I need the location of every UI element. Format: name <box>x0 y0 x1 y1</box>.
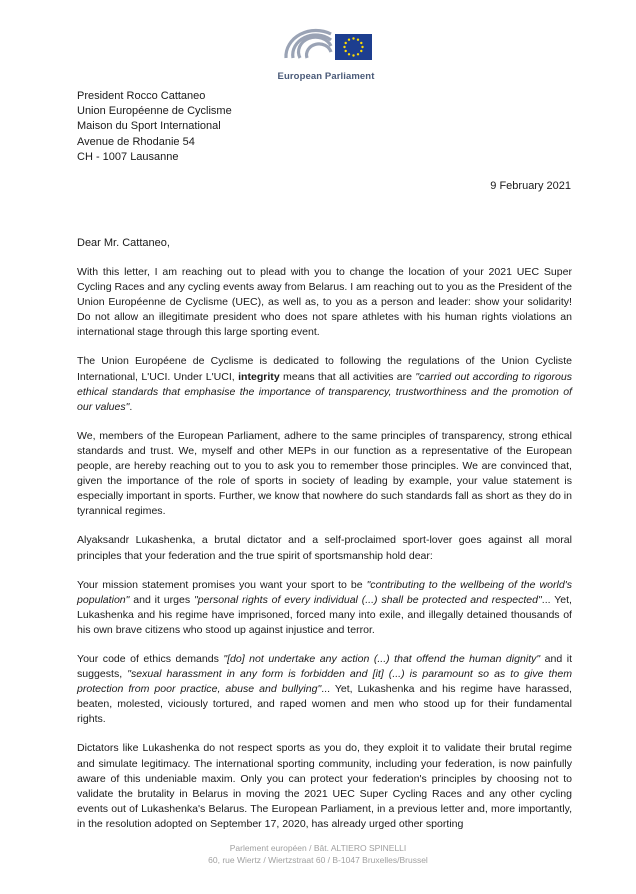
footer-line: 60, rue Wiertz / Wiertzstraat 60 / B-1047 Bruxelles/Brussel <box>208 855 428 865</box>
letter-footer <box>0 842 636 866</box>
paragraph-2: The Union Européene de Cyclisme is dedicated to following the regulations of the Union Cycliste International, L'UCI. Under L'UCI, integrity means that all activities are "carried out according to rigorous ethical standards that emphasise the importance of transparency, trustworthiness and the promotion of our values". <box>77 355 573 413</box>
recipient-address <box>77 89 232 165</box>
letter-body <box>77 265 572 846</box>
address-line: Maison du Sport International <box>77 120 221 133</box>
paragraph-7: Dictators like Lukashenka do not respect sports as you do, they exploit it to validate their brutal regime and simulate legitimacy. The international sporting community, including your federation, is now painfully aware of this undeniable maxim. Only you can protect your federation's principles by choosing not to validate the brutality in Belarus in moving the 2021 UEC Super Cycling Races and any other cycling events out of Lukashenka's Belarus. The European Parliament, in a previous letter and, more importantly, in the resolution adopted on September 17, 2020, has already urged other sporting <box>77 742 572 830</box>
address-line: Avenue de Rhodanie 54 <box>77 135 195 148</box>
paragraph-1: With this letter, I am reaching out to plead with you to change the location of your 2021 UEC Super Cycling Races and any cycling events away from Belarus. I am reaching out to you as the President of the Union Européenne de Cyclisme (UEC), as well as, to you as a person and leader: show your solidarity! Do not allow an illegitimate president who does not spare athletes with his human rights violations an international stage through this large sporting event. <box>77 266 572 339</box>
paragraph-6: Your code of ethics demands "[do] not undertake any action (...) that offend the human dignity" and it suggests, "sexual harassment in any form is forbidden and [it] (...) is paramount so as to give them protection from poor practice, abuse and bullying"... Yet, Lukashenka and his regime have harassed, beaten, molested, viciously tortured, and raped women and men who stood up for their fundamental rights. <box>77 652 573 726</box>
paragraph-4: Alyaksandr Lukashenka, a brutal dictator and a self-proclaimed sport-lover goes against all moral principles that your federation and the true spirit of sportsmanship hold dear: <box>77 534 572 562</box>
logo-label: European Parliament <box>277 71 375 82</box>
footer-line: Parlement européen / Bât. ALTIERO SPINELLI <box>229 843 407 853</box>
address-line: Union Européenne de Cyclisme <box>77 105 232 118</box>
address-line: CH - 1007 Lausanne <box>77 150 179 163</box>
paragraph-5: Your mission statement promises you want your sport to be "contributing to the wellbeing of the world's population" and it urges "personal rights of every individual (...) shall be protected and respected"... Yet, Lukashenka and his regime have imprisoned, forced many into exile, and illegally detained thousands of his own brave citizens who stood up against injustice and terror. <box>77 578 572 636</box>
letter-date: 9 February 2021 <box>490 180 571 192</box>
salutation: Dear Mr. Cattaneo, <box>77 237 170 249</box>
ep-emblem-icon <box>276 16 376 76</box>
paragraph-3: We, members of the European Parliament, adhere to the same principles of transparency, strong ethical standards and trust. We, myself and other MEPs in our function as a representative of the European people, are hereby reaching out to you to ask you to remember those principles. We are convinced that, given the importance of the role of sports in society of leading by example, your value statement is especially important in sports. Further, we know that nowhere do such standards fall as short as they do in tyrannical regimes. <box>77 429 572 518</box>
address-line: President Rocco Cattaneo <box>77 90 206 102</box>
